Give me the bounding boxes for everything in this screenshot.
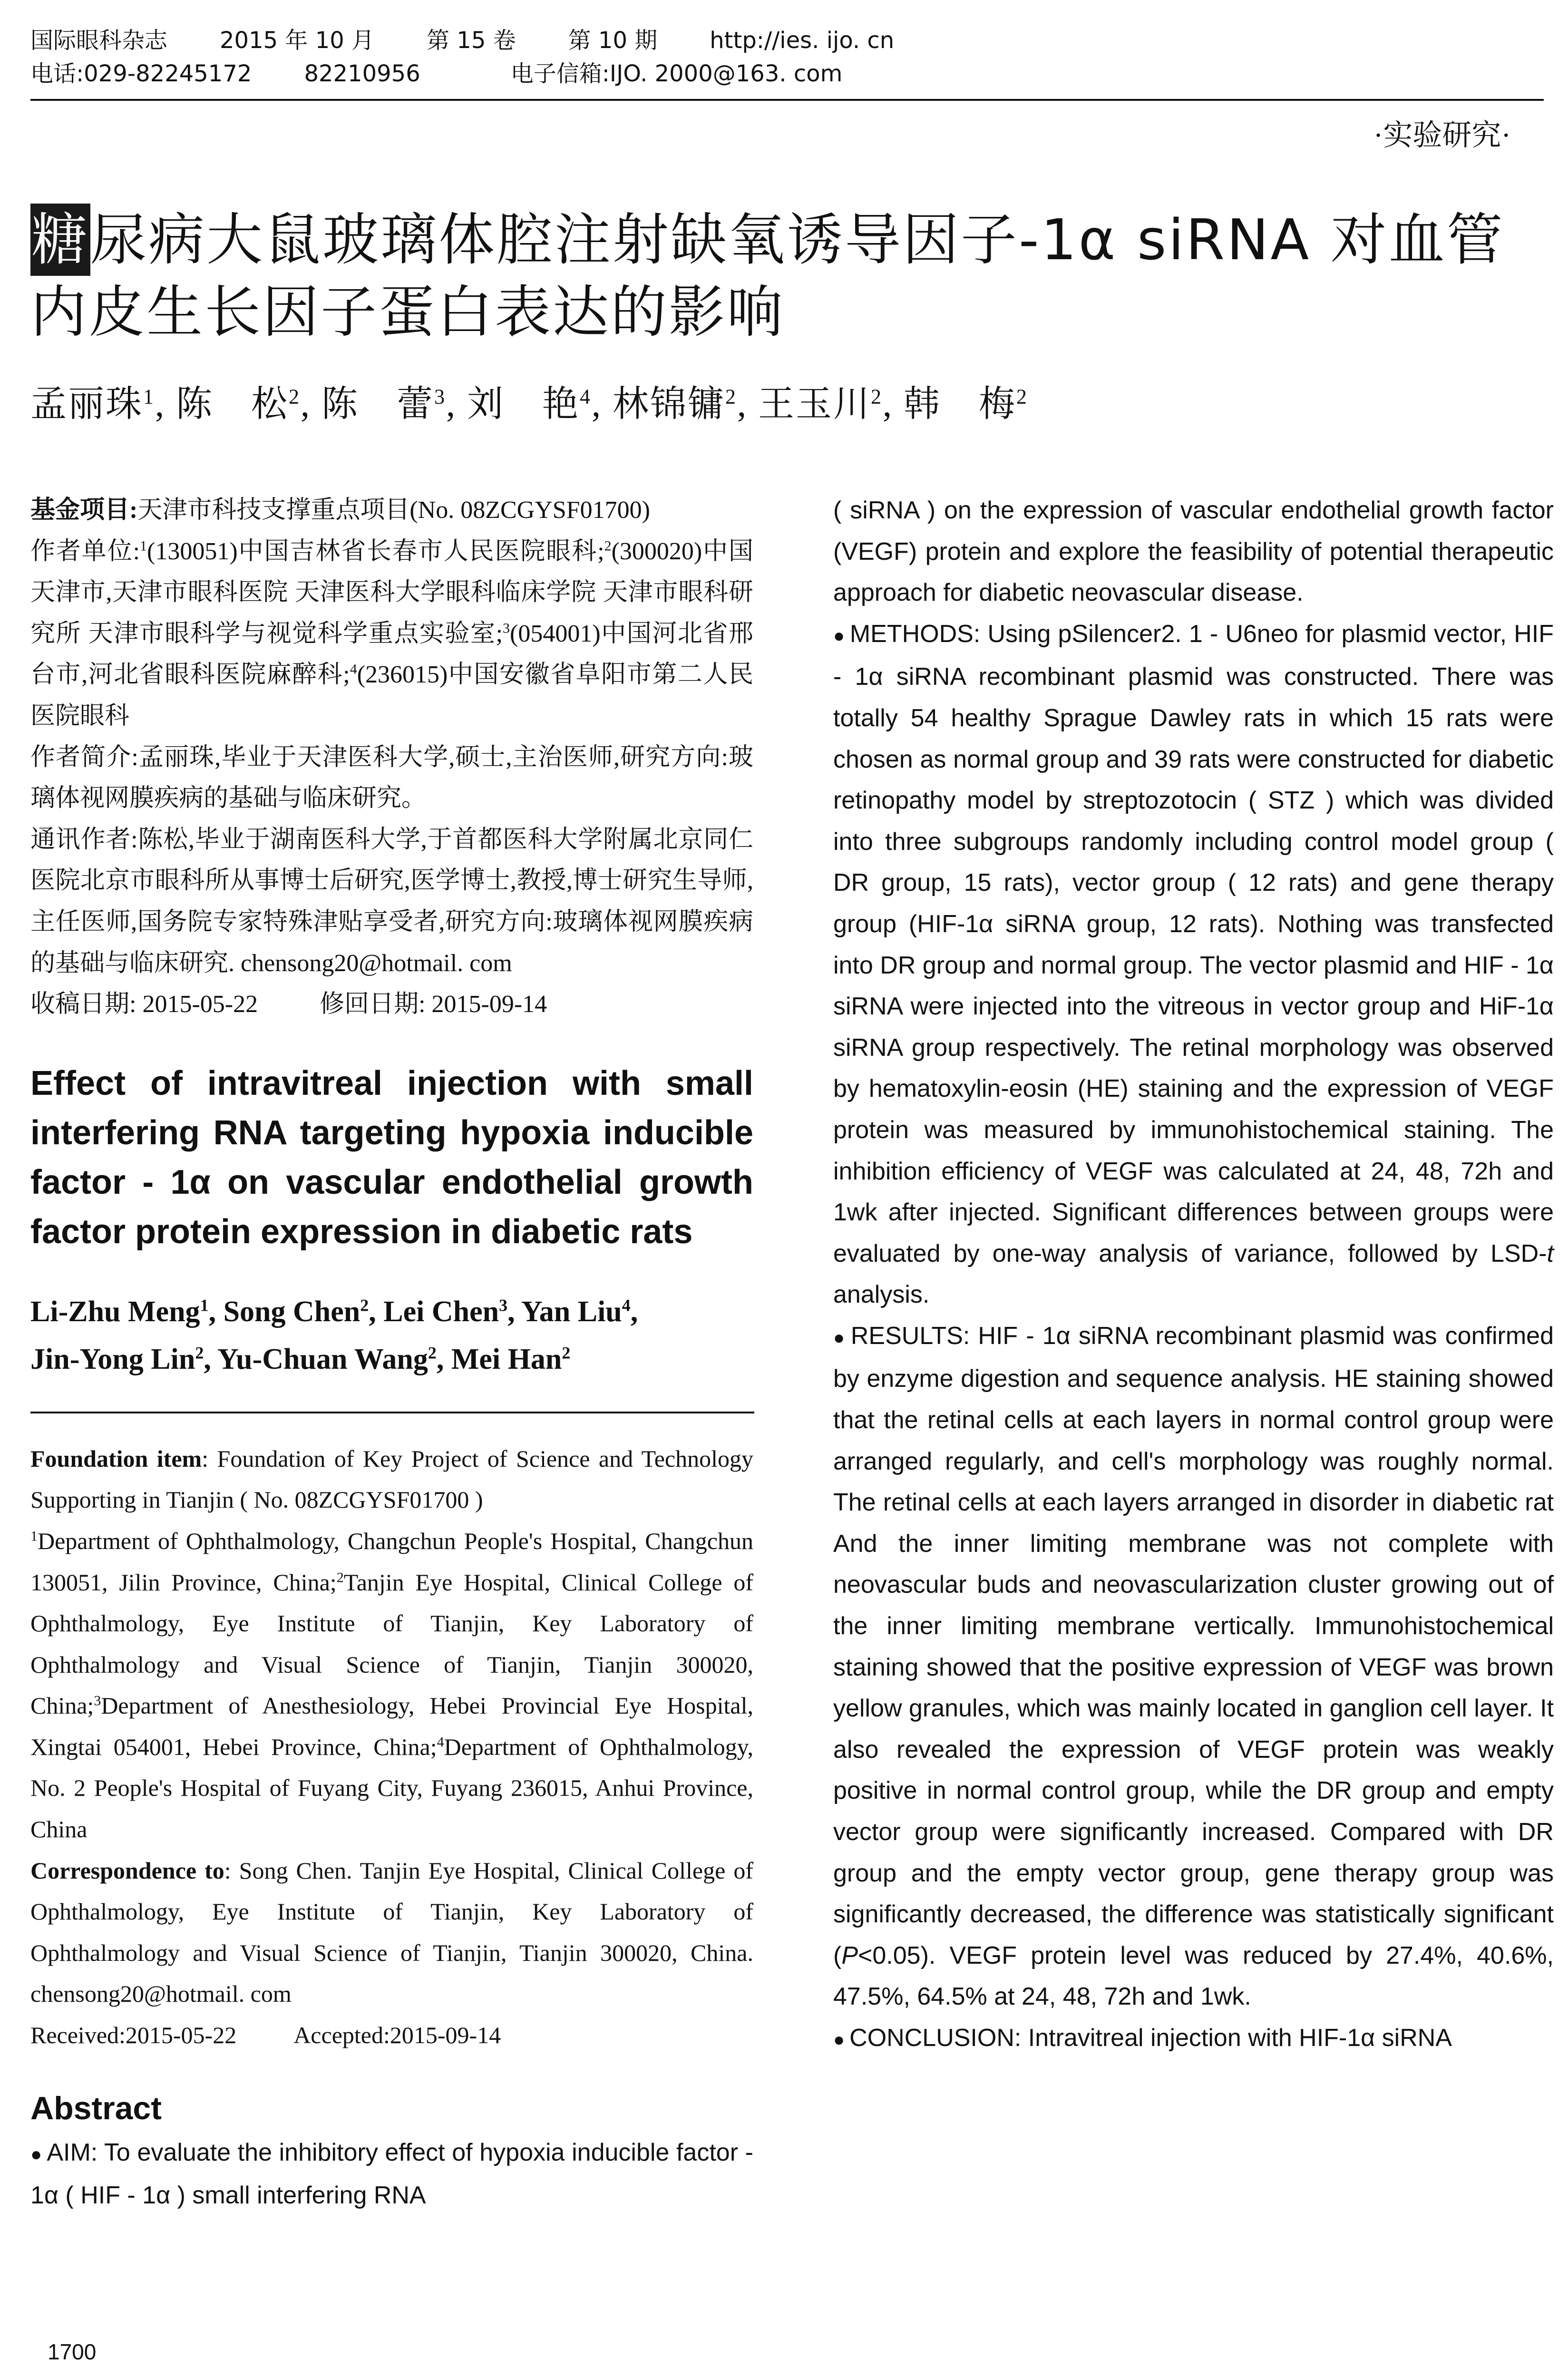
results-p: P xyxy=(841,1941,858,1969)
author-en-sup: 2 xyxy=(360,1296,369,1315)
title-cn-rest: 尿病大鼠玻璃体腔注射缺氧诱导因子-1α siRNA 对血管内皮生长因子蛋白表达的影响 xyxy=(30,207,1505,345)
title-cn-first-char: 糖 xyxy=(30,204,90,276)
en-affiliations xyxy=(30,1438,753,2056)
author-en: Yan Liu xyxy=(521,1295,622,1328)
author-cn: 孟丽珠 xyxy=(30,384,143,424)
revised-cn: 修回日期: 2015-09-14 xyxy=(320,991,547,1018)
author-cn: 刘 艳 xyxy=(467,384,580,424)
methods-text: METHODS: Using pSilencer2. 1 - U6neo for plasmid vector, HIF - 1α siRNA recombinant plasmid was constructed. There was totally 54 healthy Sprague Dawley rats in which 15 rats were chosen as normal group and 39 rats were constructed for diabetic retinopathy model by streptozotocin ( STZ ) which was divided into three subgroups randomly including control model group ( DR group, 15 rats), vector group ( 12 rats) and gene therapy group (HIF-1α siRNA group, 12 rats). Nothing was transfected into DR group and normal group. The vector plasmid and HIF - 1α siRNA were injected into the vitreous in vector group and HiF-1α siRNA group respectively. The retinal morphology was observed by hematoxylin-eosin (HE) staining and the expression of VEGF protein was measured by immunohistochemical staining. The inhibition efficiency of VEGF was calculated at 24, 48, 72h and 1wk after injected. Significant differences between groups were evaluated by one-way analysis of variance, followed by LSD- xyxy=(833,620,1554,1267)
en-title: Effect of intravitreal injection with small interfering RNA targeting hypoxia inducible factor - 1α on vascular endothelial growth factor protein expression in diabetic rats xyxy=(30,1064,753,1251)
dates-en xyxy=(30,2015,753,2056)
email: 电子信箱:IJO. 2000@163. com xyxy=(510,60,843,87)
bullet-icon: ● xyxy=(833,1327,846,1348)
fax: 82210956 xyxy=(304,60,420,87)
corr-en-text: : Song Chen. Tanjin Eye Hospital, Clinical College of Ophthalmology, Eye Institute of Tianjin, Key Laboratory of Ophthalmology and Visual Science of Tianjin, Tianjin 300020, China. chensong20@hotmail. com xyxy=(30,1857,753,2007)
author-en-sup: 3 xyxy=(499,1296,508,1315)
fund-info xyxy=(30,490,753,531)
author-cn: 陈 蕾 xyxy=(321,384,434,424)
received-en: Received:2015-05-22 xyxy=(30,2022,237,2049)
volume: 第 15 卷 xyxy=(427,27,516,54)
unit-label: 作者单位: xyxy=(30,537,140,565)
methods-end: analysis. xyxy=(833,1281,930,1309)
section-rule xyxy=(30,1412,754,1413)
dept-1: Department of Ophthalmology, Changchun People's Hospital, Changchun 130051, Jilin Province, China; xyxy=(30,1527,753,1596)
author-cn-sup: 1 xyxy=(143,385,155,409)
author-intro xyxy=(30,737,753,819)
author-cn-sup: 3 xyxy=(434,385,446,409)
author-cn-sup: 2 xyxy=(871,385,883,409)
bullet-icon: ● xyxy=(833,2029,845,2050)
unit-1: (130051)中国吉林省长春市人民医院眼科; xyxy=(147,537,604,565)
intro-label: 作者简介: xyxy=(30,743,138,771)
abstract-methods xyxy=(833,614,1554,1315)
header-rule xyxy=(30,99,1544,101)
results-end: <0.05). VEGF protein level was reduced by 27.4%, 40.6%, 47.5%, 64.5% at 24, 48, 72h and 1wk. xyxy=(833,1941,1554,2011)
abstract-aim xyxy=(30,2132,753,2216)
author-cn: 韩 梅 xyxy=(904,384,1016,424)
author-cn: 王玉川 xyxy=(758,384,871,424)
unit-3: (054001)中国河北省邢台市,河北省眼科医院麻醉科; xyxy=(30,620,754,689)
received-cn: 收稿日期: 2015-05-22 xyxy=(30,991,258,1018)
author-en: Yu-Chuan Wang xyxy=(217,1343,428,1375)
conclusion-text: CONCLUSION: Intravitreal injection with HIF-1α siRNA xyxy=(849,2024,1452,2052)
section-tag: ·实验研究· xyxy=(1373,119,1511,152)
en-authors: Li-Zhu Meng$^1$, Song Chen$^2$, Lei Chen$^3$, Yan Liu$^4$, Jin-Yong Lin$^2$, Yu-Chuan Wang$^2$, Mei Han$^2$ xyxy=(30,1295,638,1375)
dept-2: Tanjin Eye Hospital, Clinical College of Ophthalmology, Eye Institute of Tianjin, Key Laboratory of Ophthalmology and Visual Science of Tianjin, Tianjin 300020, China; xyxy=(30,1568,753,1719)
journal-name: 国际眼科杂志 xyxy=(30,27,168,54)
author-cn-sup: 2 xyxy=(1016,385,1028,409)
author-en: Lei Chen xyxy=(383,1295,499,1328)
dept-4: Department of Ophthalmology, No. 2 People's Hospital of Fuyang City, Fuyang 236015, Anhui Province, China xyxy=(30,1733,754,1843)
author-cn-sup: 2 xyxy=(725,385,737,409)
author-units: 作者单位:$^1$(130051)中国吉林省长春市人民医院眼科;$^2$(300020)中国天津市,天津市眼科医院 天津医科大学眼科临床学院 天津市眼科研究所 天津市眼科学与视觉科学重点实验室;$^3$(054001)中国河北省邢台市,河北省眼科医院麻醉科;$^4$(236015)中国安徽省阜阳市第二人民医院眼科 xyxy=(30,537,754,730)
corr-label: 通讯作者: xyxy=(30,826,138,853)
author-en-sup: 4 xyxy=(622,1296,631,1315)
header-line-1 xyxy=(30,24,1543,57)
phone: 电话:029-82245172 xyxy=(30,60,252,87)
page-number: 1700 xyxy=(48,2339,97,2364)
author-cn: 陈 松 xyxy=(176,384,289,424)
bullet-icon: ● xyxy=(30,2143,42,2165)
left-column xyxy=(30,490,753,2216)
title-cn xyxy=(30,204,1548,348)
author-en-sup: 2 xyxy=(195,1343,204,1363)
author-cn-sup: 2 xyxy=(289,385,301,409)
fund-label: 基金项目: xyxy=(30,497,138,524)
issue-date: 2015 年 10 月 xyxy=(220,27,375,54)
intro-text: 孟丽珠,毕业于天津医科大学,硕士,主治医师,研究方向:玻璃体视网膜疾病的基础与临床研究。 xyxy=(30,743,753,812)
unit-4: (236015)中国安徽省阜阳市第二人民医院眼科 xyxy=(30,661,753,730)
author-en-sup: 2 xyxy=(562,1343,571,1363)
authors-cn: 孟丽珠$^1$, 陈 松$^2$, 陈 蕾$^3$, 刘 艳$^4$, 林锦镛$^2$, 王玉川$^2$, 韩 梅$^2$ xyxy=(30,384,1028,424)
correspondence-cn xyxy=(30,819,753,984)
journal-url: http://ies. ijo. cn xyxy=(710,27,895,54)
corr-text: 陈松,毕业于湖南医科大学,于首都医科大学附属北京同仁医院北京市眼科所从事博士后研究,医学博士,教授,博士研究生导师,主任医师,国务院专家特殊津贴享受者,研究方向:玻璃体视网膜疾病的基础与临床研究. chensong20@hotmail. com xyxy=(30,826,753,977)
departments: $^1$Department of Ophthalmology, Changchun People's Hospital, Changchun 130051, Jilin Province, China;$^2$Tanjin Eye Hospital, Clinical College of Ophthalmology, Eye Institute of Tianjin, Key Laboratory of Ophthalmology and Visual Science of Tianjin, Tianjin 300020, China;$^3$Department of Anesthesiology, Hebei Provincial Eye Hospital, Xingtai 054001, Hebei Province, China;$^4$Department of Ophthalmology, No. 2 People's Hospital of Fuyang City, Fuyang 236015, Anhui Province, China xyxy=(30,1527,754,1843)
author-en-sup: 1 xyxy=(200,1296,209,1315)
dates-cn xyxy=(30,984,753,1025)
author-en-sup: 2 xyxy=(428,1343,437,1363)
author-cn-sup: 4 xyxy=(580,385,592,409)
correspondence-en xyxy=(30,1850,753,2015)
foundation-text: : Foundation of Key Project of Science and Technology Supporting in Tianjin ( No. 08ZCGYSF01700 ) xyxy=(30,1445,753,1513)
aim-text: AIM: To evaluate the inhibitory effect of hypoxia inducible factor - 1α ( HIF - 1α ) small interfering RNA xyxy=(30,2138,753,2210)
foundation-item xyxy=(30,1438,753,1520)
fund-text: 天津市科技支撑重点项目(No. 08ZCGYSF01700) xyxy=(137,497,650,524)
author-en: Mei Han xyxy=(451,1343,562,1375)
accepted-en: Accepted:2015-09-14 xyxy=(293,2022,501,2049)
unit-2: (300020)中国天津市,天津市眼科医院 天津医科大学眼科临床学院 天津市眼科研究所 天津市眼科学与视觉科学重点实验室; xyxy=(30,537,753,647)
abstract-conclusion xyxy=(833,2017,1554,2061)
abstract-heading: Abstract xyxy=(30,2090,162,2126)
foundation-label: Foundation item xyxy=(30,1445,202,1472)
header-line-2 xyxy=(30,57,1543,90)
issue-number: 第 10 期 xyxy=(568,27,658,54)
dept-3: Department of Anesthesiology, Hebei Provincial Eye Hospital, Xingtai 054001, Hebei Province, China; xyxy=(30,1692,753,1760)
methods-italic: t xyxy=(1547,1239,1554,1267)
abstract-aim-cont: ( siRNA ) on the expression of vascular endothelial growth factor (VEGF) protein and explore the feasibility of potential therapeutic approach for diabetic neovascular disease. xyxy=(833,497,1554,607)
abstract-results xyxy=(833,1315,1554,2017)
bullet-icon: ● xyxy=(833,625,845,646)
author-cn: 林锦镛 xyxy=(613,384,725,424)
author-en: Li-Zhu Meng xyxy=(30,1295,200,1328)
corr-en-label: Correspondence to xyxy=(30,1857,224,1884)
results-text: RESULTS: HIF - 1α siRNA recombinant plasmid was confirmed by enzyme digestion and sequence analysis. HE staining showed that the retinal cells at each layers in normal control group were arranged regularly, and cell's morphology was roughly normal. The retinal cells at each layers arranged in disorder in diabetic rat And the inner limiting membrane was not complete with neovascular buds and neovascularization cluster growing out of the inner limiting membrane vertically. Immunohistochemical staining showed that the positive expression of VEGF was brown yellow granules, which was mainly located in ganglion cell layer. It also revealed the expression of VEGF protein was weakly positive in normal control group, while the DR group and empty vector group were significantly increased. Compared with DR group and the empty vector group, gene therapy group was significantly decreased, the difference was statistically significant ( xyxy=(833,1322,1554,1969)
right-column xyxy=(833,490,1554,2061)
author-en: Jin-Yong Lin xyxy=(30,1343,195,1375)
author-en: Song Chen xyxy=(223,1295,360,1328)
journal-header xyxy=(30,24,1543,90)
